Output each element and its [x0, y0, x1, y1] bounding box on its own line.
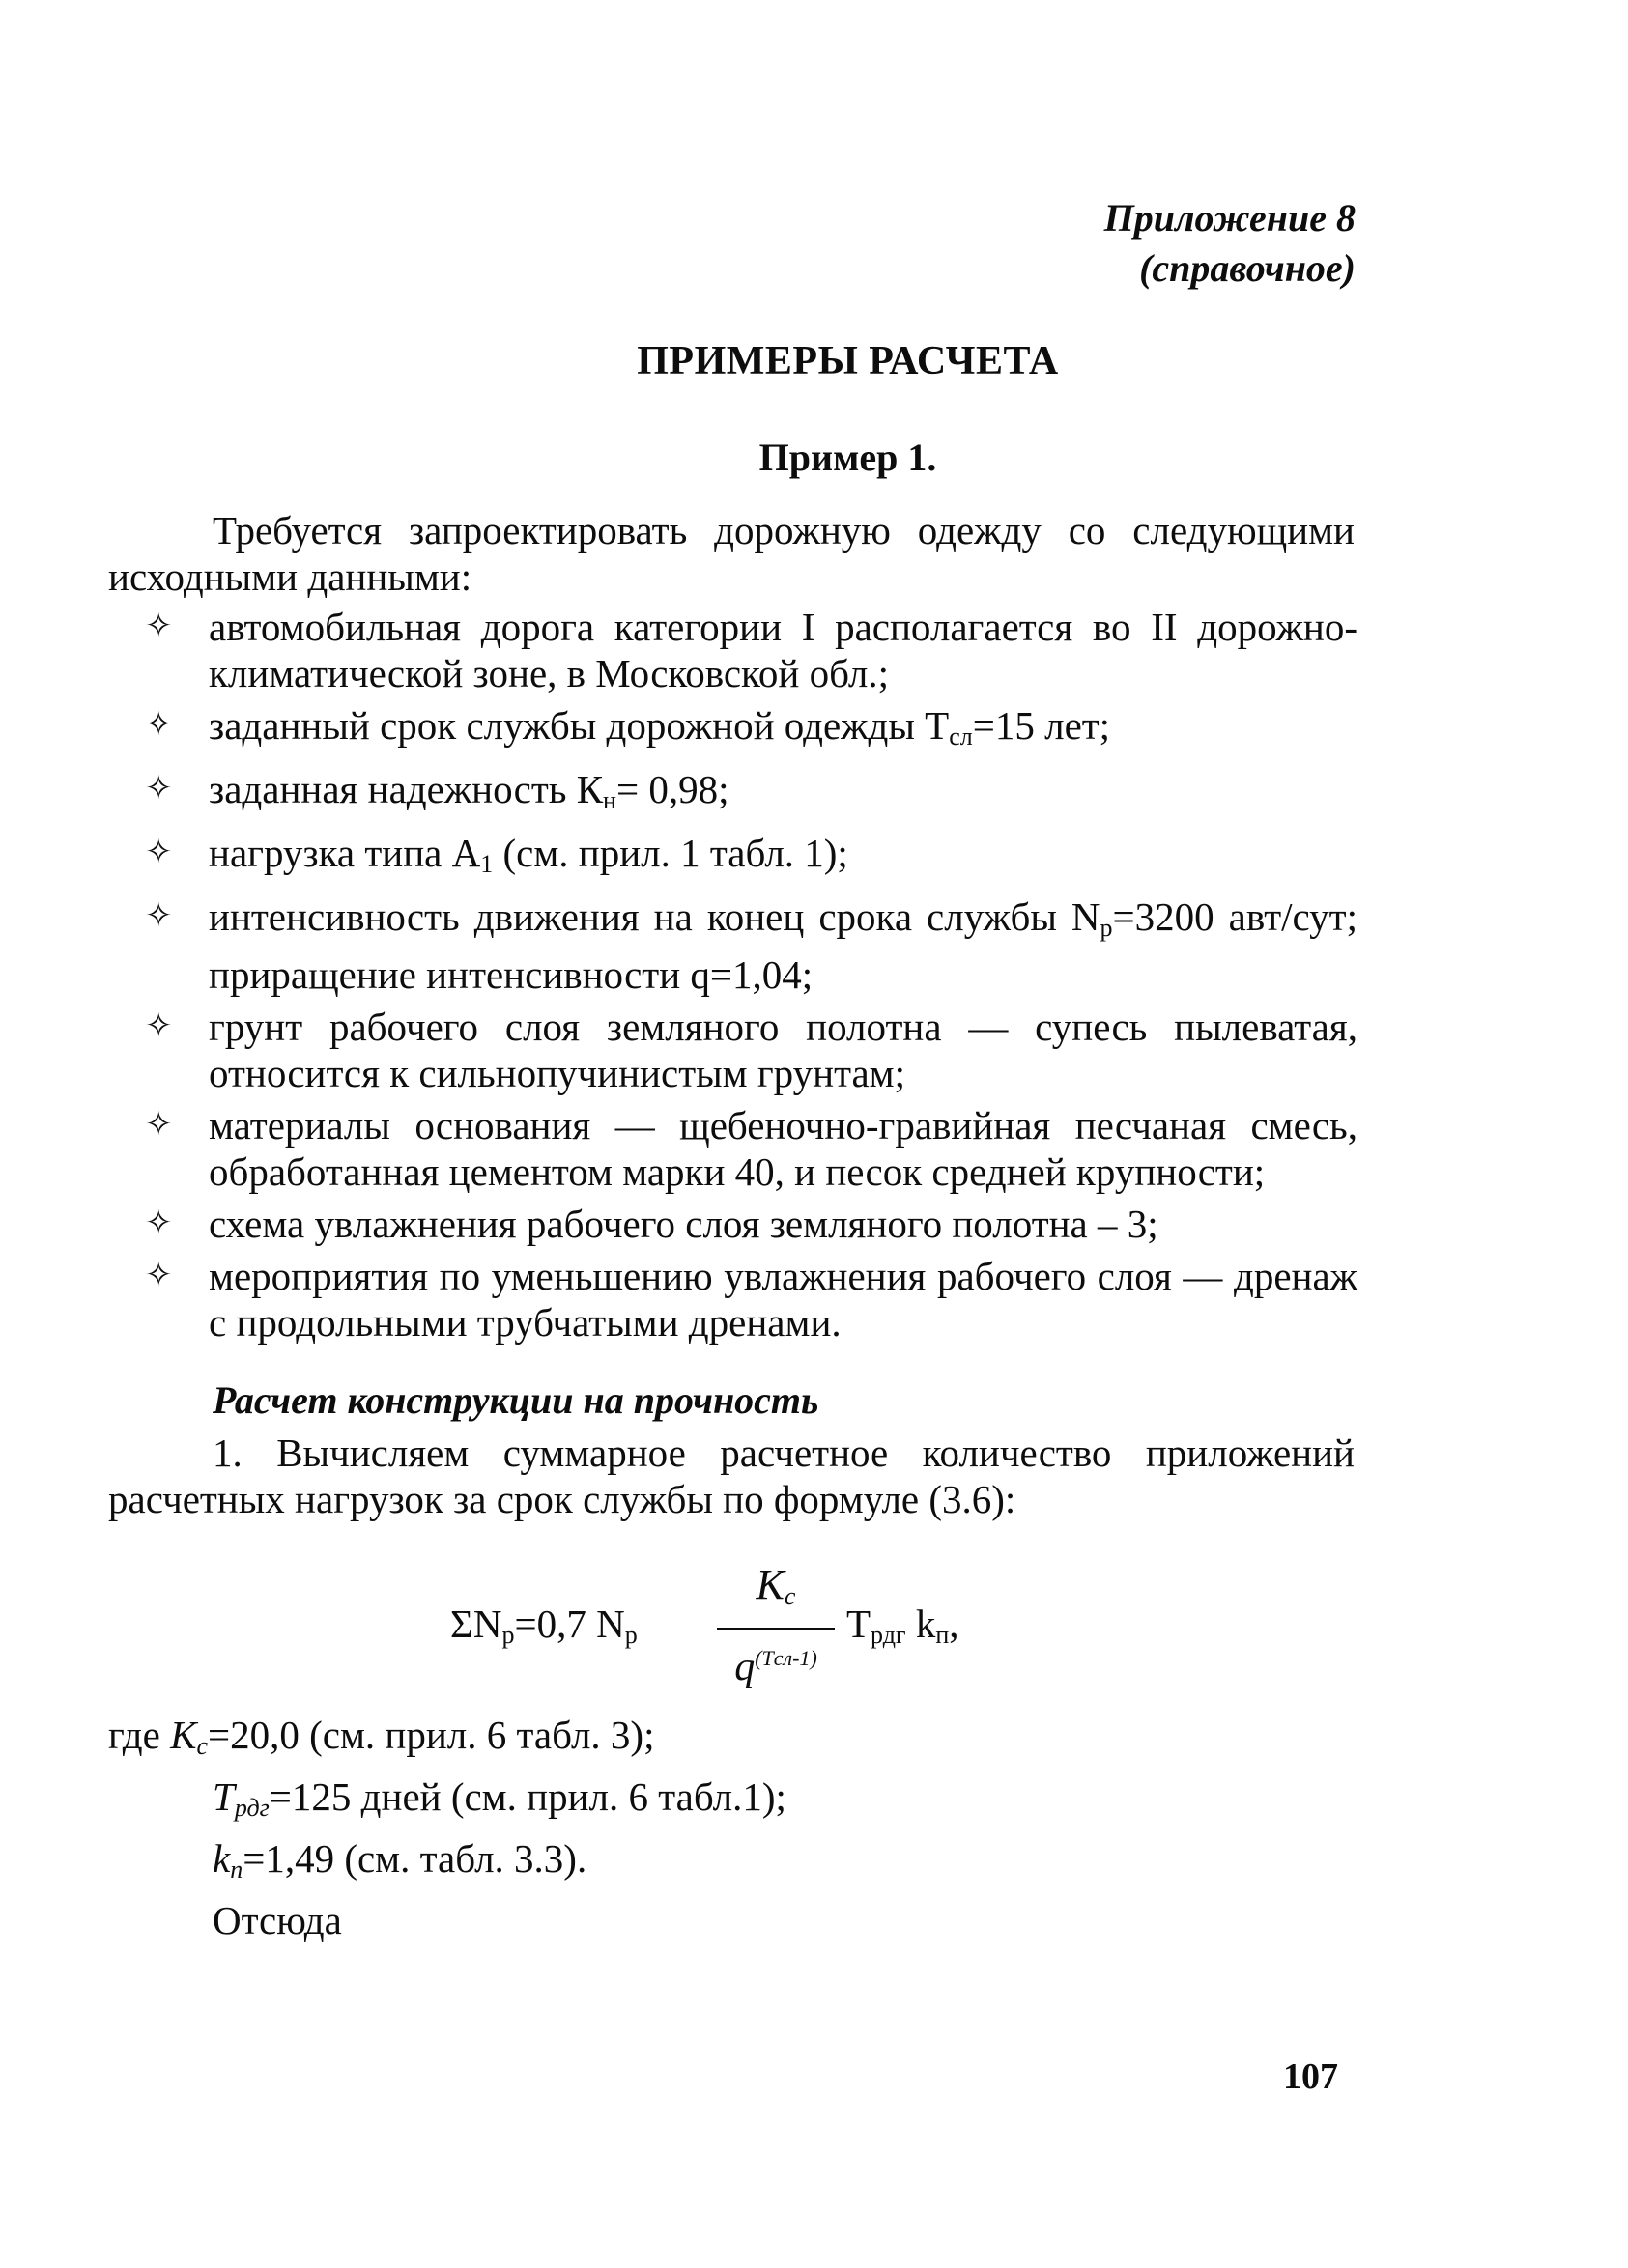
formula-3-6 [450, 1560, 1049, 1689]
section-heading: Расчет конструкции на прочность [213, 1378, 819, 1422]
list-item: ✧ заданный срок службы дорожной одежды $Т_{сл}=15$ лет; [145, 703, 1111, 751]
fraction-bar [717, 1628, 835, 1630]
diamond-bullet-icon: ✧ [145, 1258, 173, 1293]
definition-trdg: $T_{рдг}=125$ дней (см. прил. 6 табл.1); [213, 1774, 786, 1822]
formula-right-part: $Т_{рдг}$ $k_п$, [846, 1602, 959, 1649]
appendix-type: (справочное) [1139, 246, 1356, 290]
variable-definitions [108, 1710, 786, 1945]
definition-kp: $k_п=1,49$ (см. табл. 3.3). [213, 1836, 587, 1884]
diamond-bullet-icon: ✧ [145, 898, 173, 934]
example-heading: Пример 1. [758, 436, 937, 479]
list-item: ✧ материалы основания — щебеночно-гравийная песчаная смесь, обработанная цементом марки 40, и песок средней крупности; [145, 1103, 1357, 1194]
step-1-paragraph: 1. Вычисляем суммарное расчетное количество приложений расчетных нагрузок за срок службы по формуле (3.6): [108, 1431, 1355, 1521]
fraction-numerator: $K_c$ [756, 1561, 796, 1610]
definition-kc: где $K_c=20,0$ (см. прил. 6 табл. 3); [108, 1713, 655, 1760]
appendix-number: Приложение 8 [1103, 196, 1356, 240]
list-item: ✧ автомобильная дорога категории I располагается во II дорожно-климатической зоне, в Московской обл.; [145, 605, 1357, 695]
formula-fraction [713, 1560, 839, 1692]
page-title: ПРИМЕРЫ РАСЧЕТА [637, 339, 1059, 383]
diamond-bullet-icon: ✧ [145, 1205, 173, 1241]
list-item: ✧ заданная надежность $К_н= 0,98$; [145, 767, 729, 814]
list-item: ✧ нагрузка типа $А_1$ (см. прил. 1 табл. 1); [145, 831, 848, 878]
appendix-label [1104, 193, 1356, 294]
diamond-bullet-icon: ✧ [145, 609, 173, 644]
page-number: 107 [1283, 2056, 1338, 2097]
diamond-bullet-icon: ✧ [145, 1008, 173, 1044]
intro-paragraph: Требуется запроектировать дорожную одежду со следующими исходными данными: [108, 508, 1355, 599]
diamond-bullet-icon: ✧ [145, 835, 173, 870]
hence-label: Отсюда [213, 1898, 342, 1942]
diamond-bullet-icon: ✧ [145, 1107, 173, 1143]
list-item: ✧ мероприятия по уменьшению увлажнения рабочего слоя — дренаж с продольными трубчатыми дренами. [145, 1254, 1357, 1345]
list-item: ✧ схема увлажнения рабочего слоя земляного полотна – 3; [145, 1202, 1158, 1246]
list-item: ✧ интенсивность движения на конец срока службы $N_р=3200$ авт/сут; приращение интенсивности q=1,04; [145, 894, 1357, 997]
diamond-bullet-icon: ✧ [145, 771, 173, 807]
initial-data-list [145, 604, 1357, 1351]
fraction-denominator: $q^{(Tсл-1)}$ [734, 1645, 817, 1689]
diamond-bullet-icon: ✧ [145, 707, 173, 743]
list-item: ✧ грунт рабочего слоя земляного полотна — супесь пылеватая, относится к сильнопучинистым грунтам; [145, 1005, 1357, 1095]
formula-left-part: $\Sigma N_р=0,7$ $N_р$ [450, 1602, 638, 1649]
